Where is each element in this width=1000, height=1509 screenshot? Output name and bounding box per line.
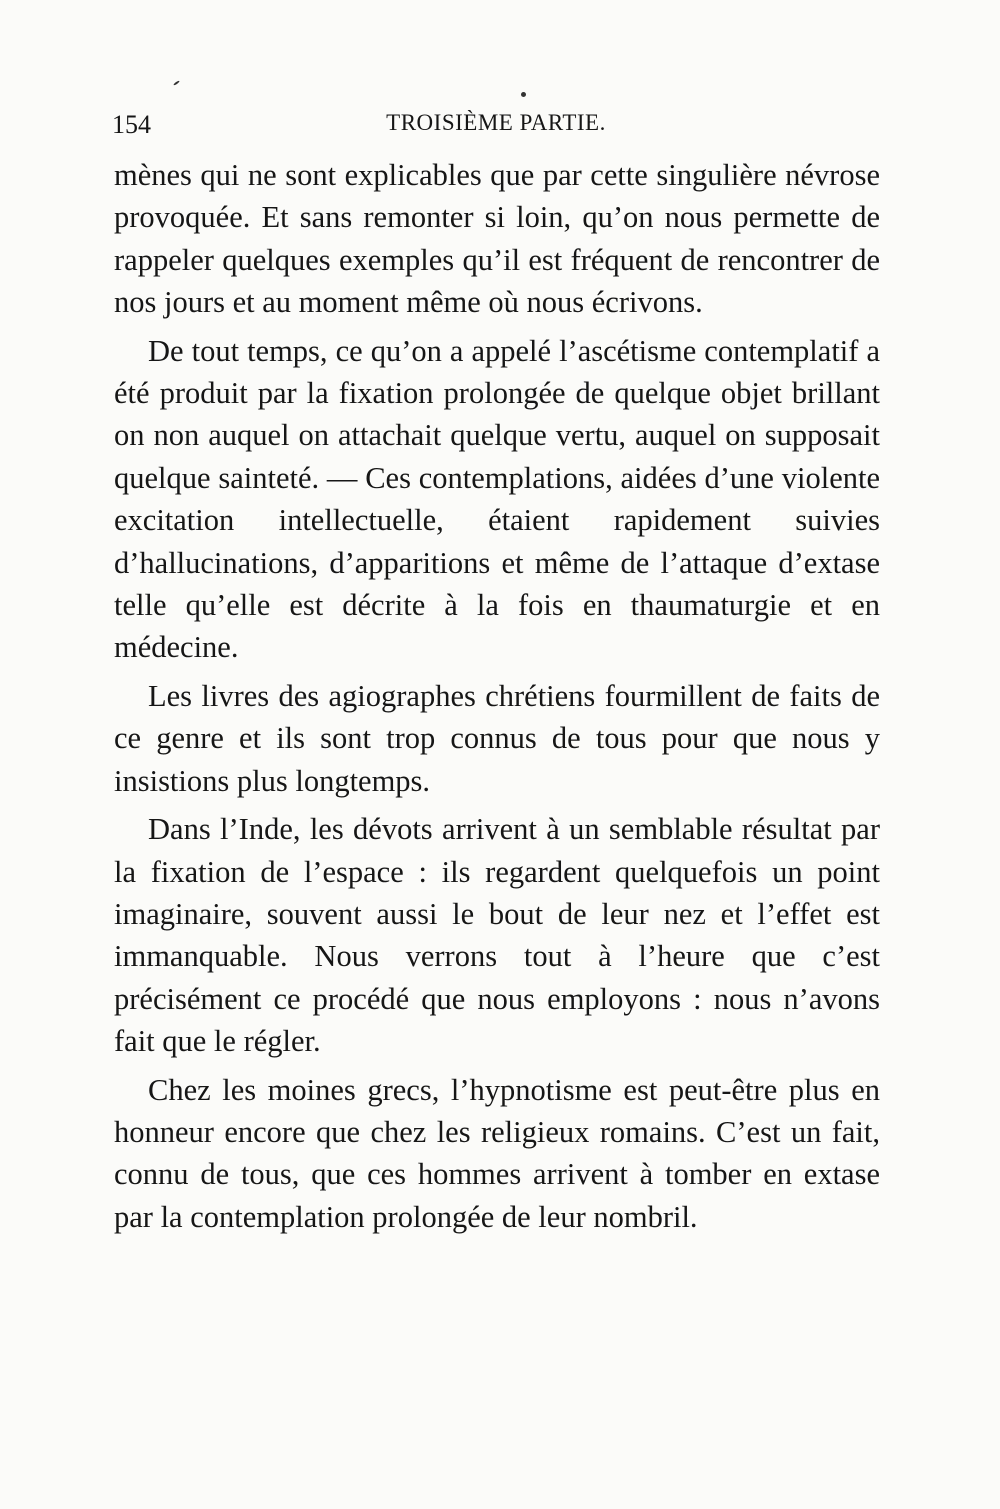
paragraph: Les livres des agiographes chrétiens fourmillent de faits de ce genre et ils sont trop connus de tous pour que nous y insistions plus longtemps. <box>114 678 880 798</box>
ink-speck <box>521 92 526 97</box>
page-header <box>112 110 880 150</box>
paragraph: Chez les moines grecs, l’hypnotisme est peut-être plus en honneur encore que chez les religieux romains. C’est un fait, connu de tous, que ces hommes arrivent à tomber en extase par la contemplation prolongée de leur nombril. <box>114 1072 880 1234</box>
paragraph: Dans l’Inde, les dévots arrivent à un semblable résultat par la fixation de l’espace : ils regardent quelquefois un point imaginaire, souvent aussi le bout de leur nez et l’effet est immanquable. Nous verrons tout à l’heure que c’est précisément ce procédé que nous employons : nous n’avons fait que le régler. <box>114 812 880 1059</box>
running-head: TROISIÈME PARTIE. <box>386 110 606 135</box>
ink-speck <box>173 80 180 86</box>
page-number: 154 <box>112 110 151 139</box>
body-text <box>114 154 880 1238</box>
paragraph: De tout temps, ce qu’on a appelé l’ascétisme contemplatif a été produit par la fixation prolongée de quelque objet brillant on non auquel on attachait quelque vertu, auquel on supposait quelque sainteté. — Ces contemplations, aidées d’une violente excitation intellectuelle, étaient rapidement suivies d’hallucinations, d’apparitions et même de l’attaque d’extase telle qu’elle est décrite à la fois en thaumaturgie et en médecine. <box>114 333 880 665</box>
paragraph: mènes qui ne sont explicables que par cette singulière névrose provoquée. Et sans remonter si loin, qu’on nous permette de rappeler quelques exemples qu’il est fréquent de rencontrer de nos jours et au moment même où nous écrivons. <box>114 158 880 320</box>
